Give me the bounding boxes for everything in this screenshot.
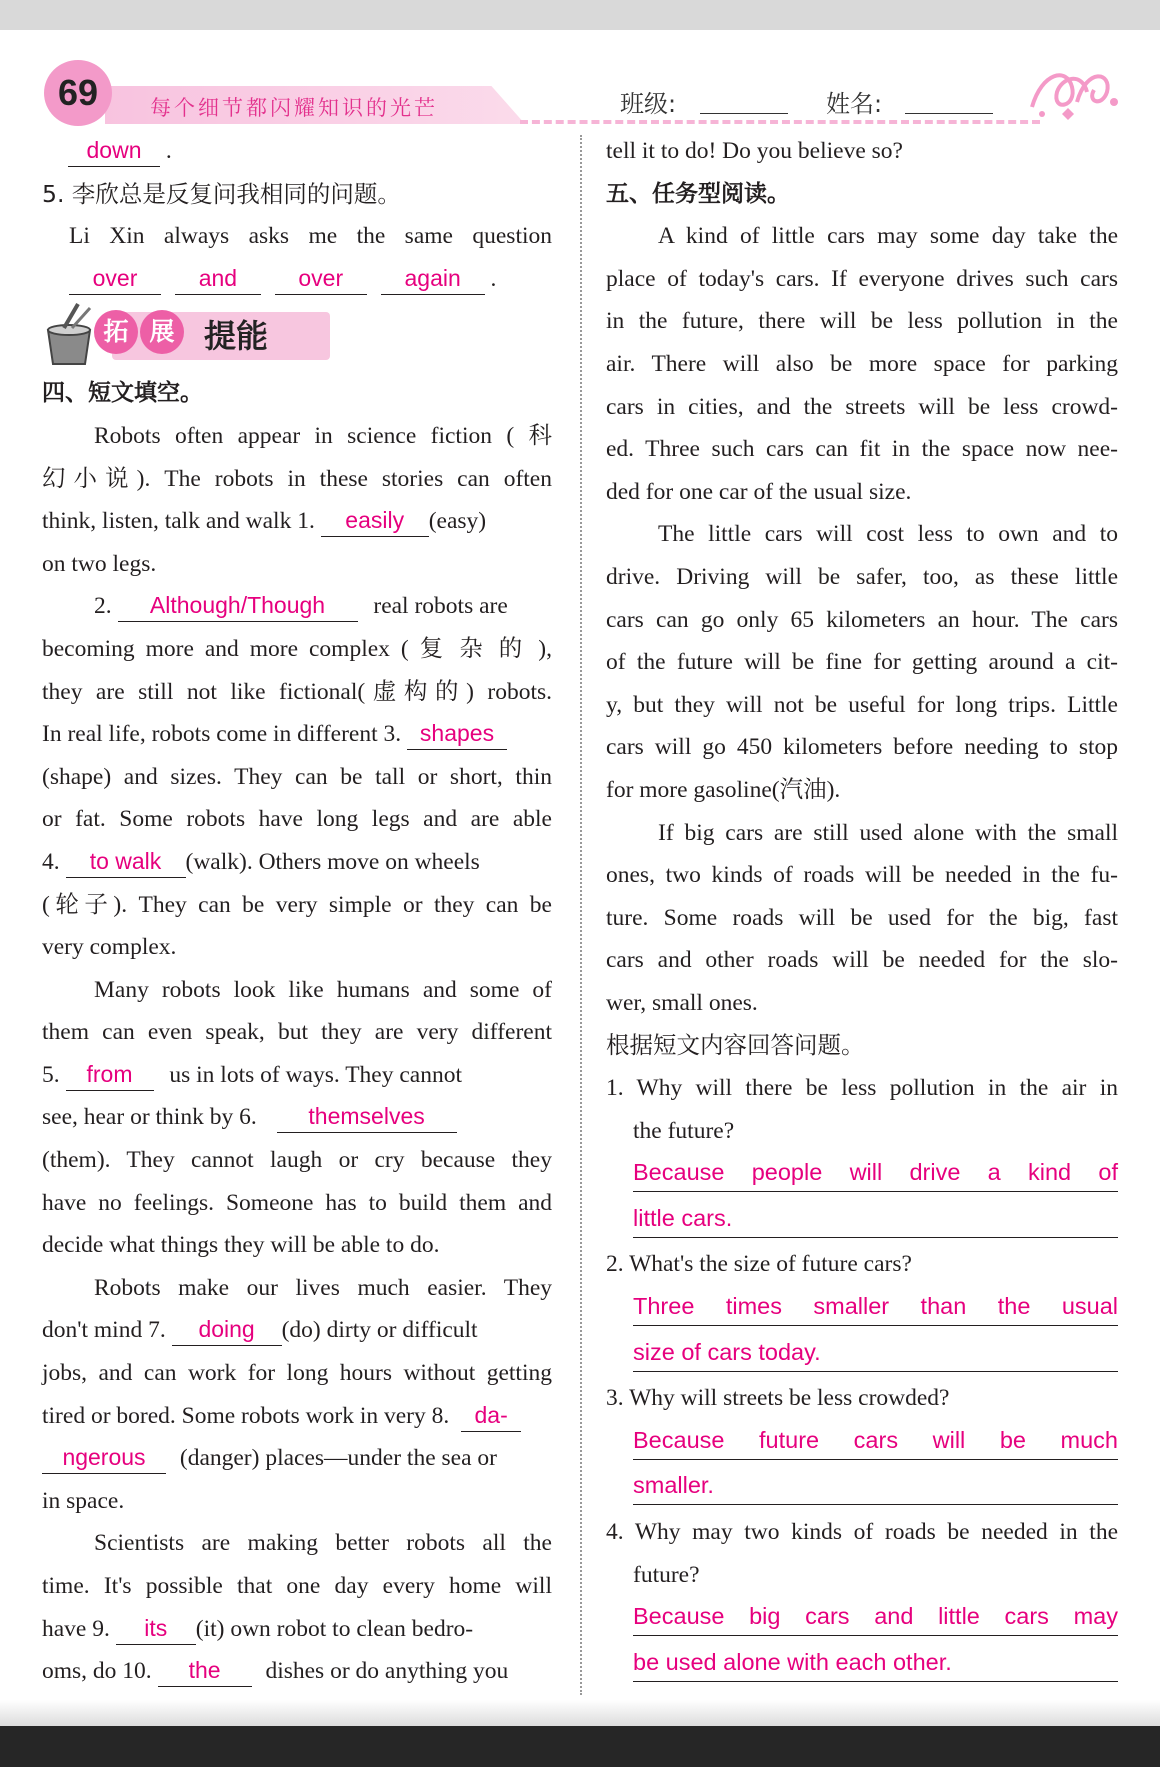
answer-line [606,1423,1118,1466]
text: oms, do 10. [42,1658,152,1685]
header-motto: 每个细节都闪耀知识的光芒 [150,96,438,120]
line: down . [42,130,552,173]
text-line: becoming more and more complex ( 复 杂 的 ), [42,635,552,662]
text-line: Robots often appear in science fiction ( 科 [94,422,552,449]
text: (walk). Others move on wheels [185,848,480,875]
section-badge [42,300,552,372]
text-line: air. There will also be more space for parking [606,350,1118,377]
text-line: tell it to do! Do you believe so? [606,138,903,164]
question-5-en: Li Xin always asks me the same question [69,223,552,250]
section-5-title: 五、任务型阅读。 [606,180,790,207]
column-divider [580,135,582,1695]
answer-blank-10[interactable]: the [158,1654,252,1687]
question-2: 2. What's the size of future cars? [606,1251,912,1278]
text-line: in the future, there will be less pollution in the [606,308,1118,335]
text-line [42,1650,552,1693]
text-line: wer, small ones. [606,989,758,1016]
answer-2-cont[interactable]: size of cars today. [633,1335,1118,1372]
text-line: ture. Some roads will be used for the big, fast [606,904,1118,931]
text: 2. [94,593,112,620]
text-line: for more gasoline(汽油). [606,776,841,803]
answer-blank-6[interactable]: themselves [277,1100,457,1133]
question-1-cont: the future? [633,1117,735,1144]
top-bar [0,0,1160,30]
answer-line [606,1289,1118,1332]
right-column [606,130,1118,1687]
answer-line [606,1599,1118,1642]
text-line: 幻小说). The robots in these stories can often [42,465,552,492]
text-line: they are still not like fictional(虚构的) robots. [42,678,552,705]
text-line: them can even speak, but they are very different [42,1019,552,1046]
text-line: (shape) and sizes. They can be tall or short, thin [42,763,552,790]
text-line: (轮子). They can be very simple or they can be [42,891,552,918]
answer-3[interactable]: Because future cars will be much [633,1423,1118,1460]
text-line: drive. Driving will be safer, too, as these little [606,563,1118,590]
text-line [42,1096,552,1139]
text-line: jobs, and can work for long hours without getting [42,1360,552,1387]
text-line [42,1608,552,1651]
flourish-icon [1022,52,1122,122]
text: think, listen, talk and walk 1. [42,508,315,535]
answer-blank-3[interactable]: shapes [407,717,507,750]
answer-blank-2[interactable]: Although/Though [118,589,358,622]
answer-4-cont[interactable]: be used alone with each other. [633,1645,1118,1682]
answer-blank-7[interactable]: doing [172,1313,282,1346]
section-4-title: 四、短文填空。 [42,380,203,407]
class-field-line[interactable] [700,113,788,114]
answer-blank[interactable]: over [275,262,367,295]
text: 5. [42,1061,60,1088]
text-line: very complex. [42,934,177,961]
answer-4[interactable]: Because big cars and little cars may [633,1599,1118,1636]
text: (danger) places—under the sea or [179,1445,497,1472]
badge-circle: 拓 [94,310,138,354]
header-dashed-line [520,120,1040,124]
text: real robots are [373,593,508,620]
text-line: ed. Three such cars can fit in the space now nee- [606,436,1118,463]
text-line: If big cars are still used alone with the small [658,819,1118,846]
question-1: 1. Why will there be less pollution in the air in [606,1075,1118,1102]
question-3: 3. Why will streets be less crowded? [606,1385,950,1412]
answer-blank-1[interactable]: easily [321,504,429,537]
text-line: decide what things they will be able to do. [42,1232,440,1259]
text-line [42,1309,552,1352]
answer-1[interactable]: Because people will drive a kind of [633,1155,1118,1192]
answer-3-cont[interactable]: smaller. [633,1468,1118,1505]
question-4: 4. Why may two kinds of roads be needed in the [606,1519,1118,1545]
text-line [42,841,552,884]
text-line [42,1395,552,1438]
text-line: The little cars will cost less to own and to [658,521,1118,548]
text-line [42,1437,552,1480]
text: In real life, robots come in different 3. [42,721,402,748]
text-line: Robots make our lives much easier. They [94,1274,552,1301]
answer-line [606,1201,1118,1244]
answer-line [606,1468,1118,1511]
class-label: 班级: [620,90,677,118]
text: (it) own robot to clean bedro- [195,1615,474,1642]
text-line: have no feelings. Someone has to build them and [42,1189,552,1216]
answer-blank-8-cont[interactable]: ngerous [42,1441,166,1474]
text-line: cars and other roads will be needed for the slo- [606,947,1118,974]
answer-blank-5[interactable]: from [66,1058,154,1091]
text-line: Many robots look like humans and some of [94,976,552,1003]
text: don't mind 7. [42,1317,166,1344]
answer-blank[interactable]: over [69,262,161,295]
text-line: cars in cities, and the streets will be less crowd- [606,393,1118,420]
page-number: 69 [44,60,112,126]
bottom-shadow [0,1700,1160,1726]
bottom-bar [0,1726,1160,1767]
text: dishes or do anything you [265,1658,509,1685]
question-5-answer: over and over again . [42,258,552,301]
name-label: 姓名: [826,90,883,118]
answer-blank-8[interactable]: da- [461,1399,521,1432]
text-line: Scientists are making better robots all the [94,1530,552,1557]
left-column [42,130,552,1693]
name-field-line[interactable] [905,113,993,114]
answer-blank[interactable]: and [175,262,261,295]
question-5-cn: 5. 李欣总是反复问我相同的问题。 [42,179,401,208]
text-line: place of today's cars. If everyone drives such cars [606,265,1118,292]
text: (do) dirty or difficult [281,1317,478,1344]
text: 4. [42,848,60,875]
answer-line [606,1645,1118,1688]
text: us in lots of ways. They cannot [169,1061,463,1088]
badge-circle: 展 [140,310,184,354]
answer-blank-9[interactable]: its [116,1612,196,1645]
text-line: or fat. Some robots have long legs and are able [42,806,552,833]
text-line: cars can go only 65 kilometers an hour. The cars [606,606,1118,633]
text-line [42,585,552,628]
answer-blank[interactable]: down [68,134,160,167]
text-line: y, but they will not be useful for long trips. Little [606,691,1118,718]
answer-blank-4[interactable]: to walk [66,845,186,878]
text: (easy) [428,508,487,535]
text-line: on two legs. [42,550,157,577]
text-line [42,713,552,756]
answer-1-cont[interactable]: little cars. [633,1201,1118,1238]
answer-blank[interactable]: again [381,262,485,295]
text-line: time. It's possible that one day every home will [42,1573,552,1599]
answer-line [606,1335,1118,1378]
text-line: in space. [42,1487,125,1514]
text-line: ded for one car of the usual size. [606,478,912,505]
text: have 9. [42,1615,110,1642]
answer-line [606,1155,1118,1198]
text-line: ones, two kinds of roads will be needed in the fu- [606,862,1118,889]
instruction: 根据短文内容回答问题。 [606,1031,865,1060]
text-line: A kind of little cars may some day take the [658,223,1118,250]
text-line: cars will go 450 kilometers before needing to stop [606,734,1118,761]
text-line: of the future will be fine for getting around a cit- [606,649,1118,676]
text: tired or bored. Some robots work in very 8. [42,1402,450,1429]
text: see, hear or think by 6. [42,1104,257,1131]
text-line [42,1054,552,1097]
question-4-cont: future? [633,1561,700,1588]
answer-2[interactable]: Three times smaller than the usual [633,1289,1118,1326]
badge-title: 提能 [204,317,269,356]
pen-bucket-icon [42,300,96,366]
text-line: (them). They cannot laugh or cry because they [42,1147,552,1174]
text-line [42,500,552,543]
